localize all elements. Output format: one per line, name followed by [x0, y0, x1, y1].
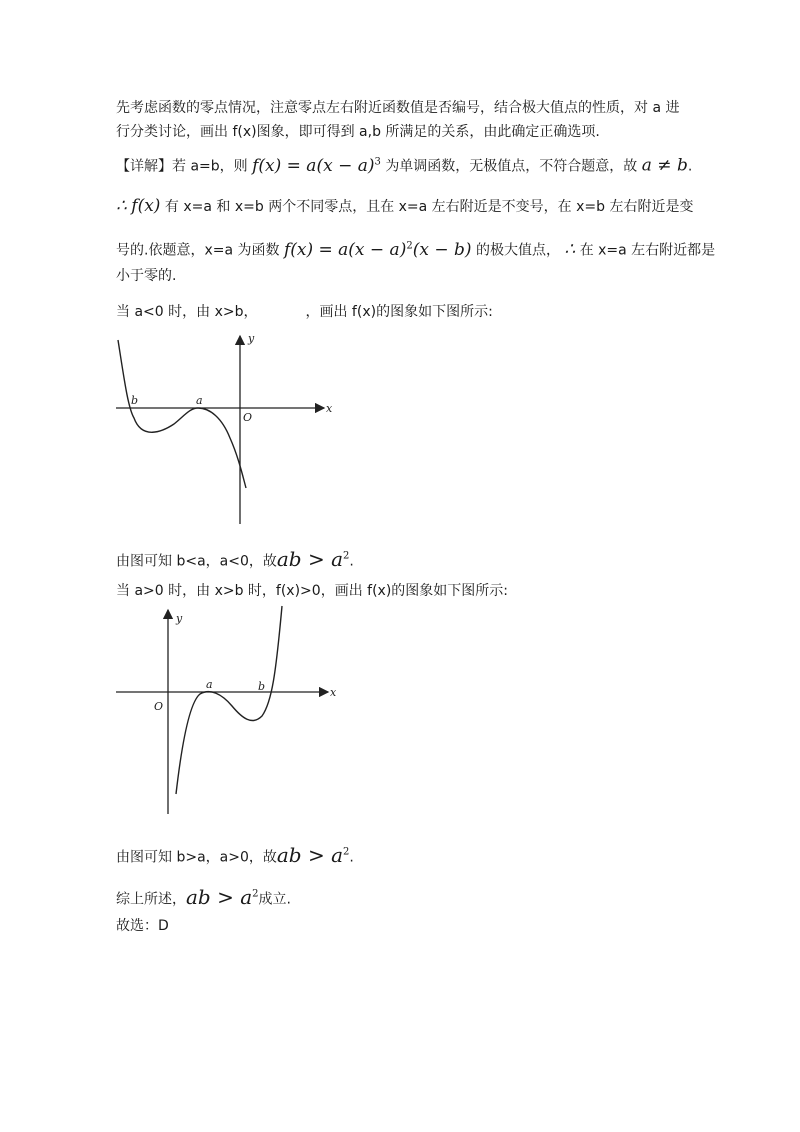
therefore-symbol: ∴: [116, 196, 127, 216]
formula: $f(x) = a(x - a)^2(x - b)$: [283, 239, 472, 260]
case1-intro: 当 a<0 时，由 x>b， ，画出 f(x)的图象如下图所示:: [116, 304, 493, 320]
summary: 综上所述，ab > $a^2$成立.: [116, 884, 291, 909]
text-line: 小于零的.: [116, 268, 177, 284]
formula: f(x): [131, 196, 161, 216]
detail-label: 【详解】: [116, 158, 172, 175]
formula: ab > $a^2$: [276, 546, 350, 571]
point-a-label: a: [206, 678, 213, 691]
graph-case-a-negative: [112, 328, 342, 528]
detail-line: 号的.依题意，x=a 为函数 $f(x) = a(x - a)^2(x - b)$ 的极大值点， ∴ 在 x=a 左右附近都是: [116, 239, 716, 260]
y-axis-label: y: [248, 332, 255, 345]
origin-label: O: [154, 700, 164, 713]
point-a-label: a: [196, 394, 203, 407]
x-axis-label: x: [330, 686, 337, 699]
point-b-label: b: [258, 680, 266, 693]
case2-conclusion: 由图可知 b>a，a>0，故ab > $a^2$.: [116, 842, 354, 867]
detail-line: 【详解】若 a=b，则 $f(x) = a(x - a)^3$ 为单调函数，无极值点，不符合题意，故 a ≠ b.: [116, 155, 693, 176]
formula: ab > $a^2$: [186, 884, 259, 909]
formula: $f(x) = a(x - a)^3$: [252, 155, 381, 176]
function-curve: [176, 606, 282, 794]
text-line: 先考虑函数的零点情况，注意零点左右附近函数值是否编号，结合极大值点的性质，对 a 进: [116, 100, 680, 116]
text-line: 行分类讨论，画出 f(x)图象，即可得到 a,b 所满足的关系，由此确定正确选项.: [116, 124, 600, 140]
point-b-label: b: [131, 394, 139, 407]
case2-intro: 当 a>0 时，由 x>b 时，f(x)>0，画出 f(x)的图象如下图所示:: [116, 583, 508, 599]
graph-case-a-positive: [112, 602, 352, 822]
detail-line: ∴ f(x) 有 x=a 和 x=b 两个不同零点，且在 x=a 左右附近是不变号，在 x=b 左右附近是变: [116, 196, 694, 216]
case1-conclusion: 由图可知 b<a，a<0，故ab > $a^2$.: [116, 546, 354, 571]
formula: a ≠ b: [641, 155, 688, 176]
therefore-symbol: ∴: [564, 239, 576, 260]
answer: 故选：D: [116, 918, 169, 934]
origin-label: O: [243, 411, 253, 424]
formula: ab > $a^2$: [276, 842, 350, 867]
function-curve: [118, 340, 246, 488]
y-axis-label: y: [176, 612, 183, 625]
x-axis-label: x: [326, 402, 333, 415]
